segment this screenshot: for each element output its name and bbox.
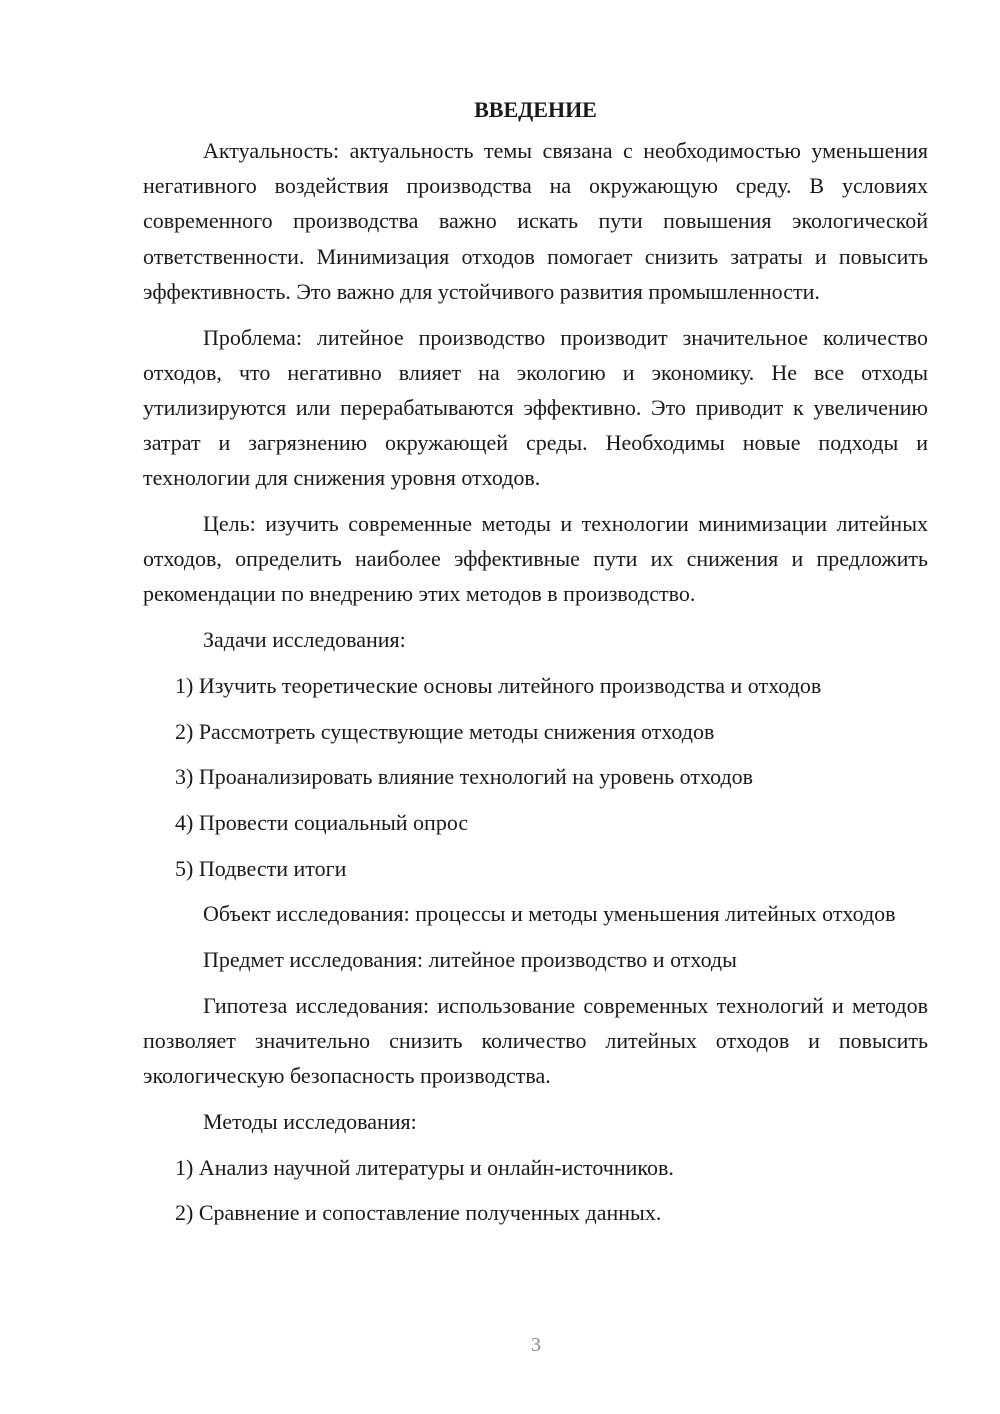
paragraph-problem: Проблема: литейное производство производит значительное количество отходов, что негативно влияет на экологию и экономику. Не все отходы утилизируются или перерабатываются эффективно. Это приводит к увеличению затрат и загрязнению окружающей среды. Необходимы новые подходы и технологии для снижения уровня отходов.: [143, 324, 928, 491]
tasks-heading: Задачи исследования:: [203, 627, 406, 653]
paragraph-object: Объект исследования: процессы и методы уменьшения литейных отходов: [203, 901, 896, 927]
paragraph-goal: Цель: изучить современные методы и технологии минимизации литейных отходов, определить наиболее эффективные пути их снижения и предложить рекомендации по внедрению этих методов в производство.: [143, 511, 928, 607]
list-item: 1) Анализ научной литературы и онлайн-источников.: [175, 1154, 674, 1180]
paragraph-subject: Предмет исследования: литейное производство и отходы: [203, 947, 737, 973]
methods-list: [143, 1150, 928, 1231]
page-number: 3: [531, 1334, 541, 1356]
paragraph-relevance: Актуальность: актуальность темы связана с необходимостью уменьшения негативного воздействия производства на окружающую среду. В условиях современного производства важно искать пути повышения экологической ответственности. Минимизация отходов помогает снизить затраты и повысить эффективность. Это важно для устойчивого развития промышленности.: [143, 138, 928, 304]
methods-heading: Методы исследования:: [203, 1108, 417, 1134]
list-item: 2) Рассмотреть существующие методы снижения отходов: [175, 718, 715, 744]
list-item: 2) Сравнение и сопоставление полученных данных.: [175, 1200, 662, 1226]
page-content: [143, 92, 928, 1241]
list-item: 4) Провести социальный опрос: [175, 809, 469, 835]
list-item: 1) Изучить теоретические основы литейного производства и отходов: [175, 672, 822, 698]
paragraph-hypothesis: Гипотеза исследования: использование современных технологий и методов позволяет значительно снизить количество литейных отходов и повысить экологическую безопасность производства.: [143, 992, 928, 1089]
page-title: ВВЕДЕНИЕ: [474, 97, 597, 122]
list-item: 3) Проанализировать влияние технологий на уровень отходов: [175, 764, 754, 790]
list-item: 5) Подвести итоги: [175, 855, 347, 881]
tasks-list: [143, 668, 928, 886]
